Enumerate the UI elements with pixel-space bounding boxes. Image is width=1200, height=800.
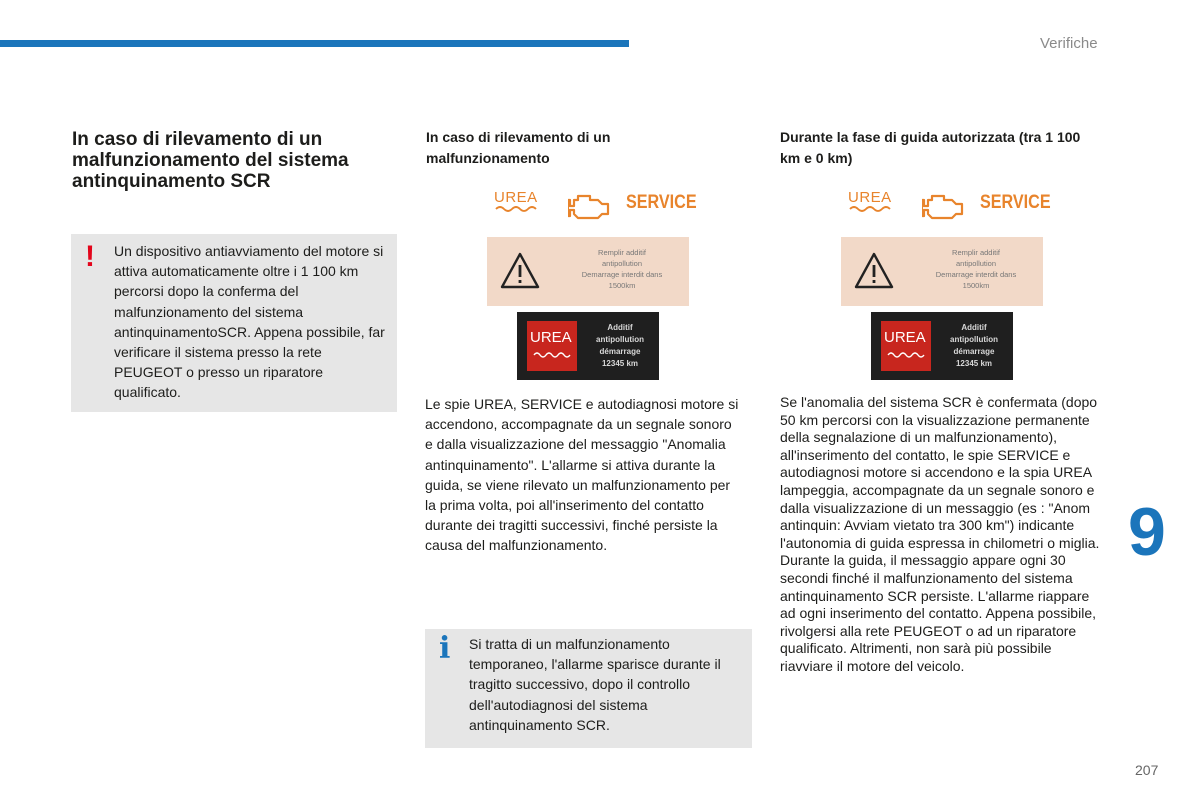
urea-light-label: UREA [494,189,538,206]
message-display-panel [487,237,689,306]
display-line: 12345 km [601,359,639,368]
column3-heading: Durante la fase di guida autorizzata (tra 1 100 km e 0 km) [780,129,1081,166]
info-box [425,629,752,748]
warning-text: Un dispositivo antiavviamento del motore si attiva automaticamente oltre i 1 100 km percorsi dopo la conferma del malfunzionamento del sistema antinquinamentoSCR. Appena possibile, far verificare il sistema presso la rete PEUGEOT o presso un riparatore qualificato. [114,243,385,401]
display-line: Additif [607,323,633,332]
display-line: antipollution [950,335,998,344]
main-heading: In caso di rilevamento di un malfunzionamento del sistema antinquinamento SCR [72,129,349,192]
instrument-display-panel [871,312,1013,380]
column2-heading: In caso di rilevamento di un malfunzionamento [426,129,611,166]
urea-light-icon [846,187,894,217]
column2-body-text: Le spie UREA, SERVICE e autodiagnosi motore si accendono, accompagnate da un segnale sonoro e dalla visualizzazione del messaggio "Anomalia antinquinamento". L'allarme si attiva durante la guida, se viene rilevato un malfunzionamento per la prima volta, poi all'inserimento del contatto durante dei tragitti successivi, finché persiste la causa del malfunzionamento. [425,396,739,554]
display-line: 12345 km [955,359,993,368]
service-light-label: SERVICE [980,192,1051,213]
section-title: Verifiche [1040,35,1098,52]
info-icon: i [439,631,451,666]
exclamation-icon: ! [85,240,95,273]
hazard-triangle-icon [499,251,541,291]
message-line: antipollution [601,259,643,268]
warning-lights-row [492,187,712,223]
display-lines [585,322,655,370]
display-line: antipollution [596,335,644,344]
column3-body-text: Se l'anomalia del sistema SCR è confermata (dopo 50 km percorsi con la visualizzazione permanente della segnalazione di un malfunzionamento), all'inserimento del contatto, le spie SERVICE e autodiagnosi motore si accendono e la spia UREA lampeggia, accompagnate da un segnale sonoro e dalla visualizzazione di un messaggio (es : "Anom antinquin: Avviam vietato tra 300 km") indicante l'autonomia di guida espressa in chilometri o miglia. Durante la guida, il messaggio appare ogni 30 secondi finché il malfunzionamento del sistema antinquinamento SCR persiste. L'allarme riappare ad ogni inserimento del contatto. Appena possibile, rivolgersi alla rete PEUGEOT o ad un riparatore qualificato. Altrimenti, non sarà più possibile riavviare il motore del veicolo. [780,394,1100,674]
urea-badge-label: UREA [884,329,926,346]
service-light-label: SERVICE [626,192,697,213]
warning-lights-row [846,187,1066,223]
hazard-triangle-icon [853,251,895,291]
urea-badge-icon [527,321,577,371]
message-line: 1500km [608,281,636,290]
warning-box [71,234,397,412]
display-line: démarrage [599,347,641,356]
message-line: 1500km [962,281,990,290]
message-line: antipollution [955,259,997,268]
message-line: Demarrage interdit dans [581,270,663,279]
message-display-panel [841,237,1043,306]
chapter-number: 9 [1128,494,1166,570]
urea-badge-label: UREA [530,329,572,346]
urea-badge-icon [881,321,931,371]
message-lines [557,247,687,291]
display-lines [939,322,1009,370]
engine-check-icon [568,190,612,220]
message-line: Demarrage interdit dans [935,270,1017,279]
message-line: Remplir additif [952,248,1000,257]
engine-check-icon [922,190,966,220]
message-lines [911,247,1041,291]
display-line: Additif [961,323,987,332]
info-text: Si tratta di un malfunzionamento temporaneo, l'allarme sparisce durante il tragitto successivo, dopo il controllo dell'autodiagnosi del sistema antinquinamento SCR. [469,636,721,733]
header-accent-bar [0,40,629,47]
instrument-display-panel [517,312,659,380]
display-line: démarrage [953,347,995,356]
page-number: 207 [1135,762,1159,778]
urea-light-icon [492,187,540,217]
message-line: Remplir additif [598,248,646,257]
urea-light-label: UREA [848,189,892,206]
